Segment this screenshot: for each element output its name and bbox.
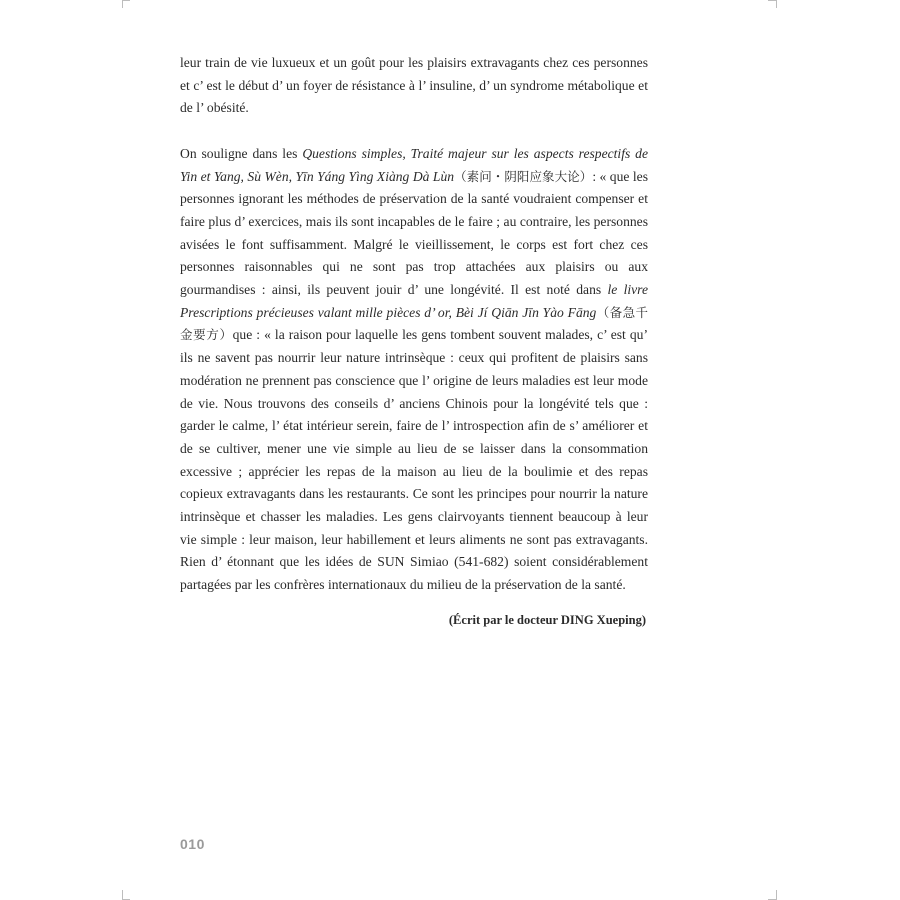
- paragraph-2-italic-title-2: le livre Prescriptions précieuses valant mille pièces d’ or, Bèi Jí Qiān Jīn Yào Fāng: [180, 282, 648, 320]
- paragraph-2: [180, 143, 648, 597]
- crop-mark-top-left: [122, 0, 133, 8]
- author-signature: (Écrit par le docteur DING Xueping): [448, 613, 646, 627]
- page-number: 010: [180, 836, 205, 852]
- paragraph-2-chinese-title-2: （备急千金要方）: [180, 304, 648, 343]
- paragraph-2-italic-title-1: Questions simples, Traité majeur sur les aspects respectifs de Yin et Yang, Sù Wèn, Yīn Yáng Yìng Xiàng Dà Lùn: [180, 145, 648, 184]
- paragraph-2-text-3: que : « la raison pour laquelle les gens tombent souvent malades, c’ est qu’ ils ne savent pas nourrir leur nature intrinsèque : ceux qui profitent de plaisirs sans modération ne prennent pas conscience que l’ origine de leurs maladies est leur mode de vie. Nous trouvons des conseils d’ anciens Chinois pour la longévité tels que : garder le calme, l’ état intérieur serein, faire de l’ introspection afin de s’ améliorer et de se cultiver, mener une vie simple au lieu de se laisser dans la consommation excessive ; apprécier les repas de la maison au lieu de la boulimie et des repas copieux extravagants dans les restaurants. Ce sont les principes pour nourrir la nature intrinsèque et chasser les maladies. Les gens clairvoyants tiennent beaucoup à leur vie simple : leur maison, leur habillement et leurs aliments ne sont pas extravagants. Rien d’ étonnant que les idées de SUN Simiao (541-682) soient considérablement partagées par les confrères internationaux du milieu de la préservation de la santé.: [180, 327, 648, 593]
- crop-mark-top-right-h: [768, 0, 776, 1]
- crop-mark-top-right: [776, 0, 787, 8]
- paragraph-2-text-1: On souligne dans les: [180, 145, 303, 161]
- paragraph-2-text-2: : « que les personnes ignorant les méthodes de préservation de la santé voudraient compenser et faire plus d’ exercices, mais ils sont incapables de le faire ; au contraire, les personnes avisées le font suffisamment. Malgré le vieillissement, le corps est fort chez ces personnes raisonnables qui ne sont pas trop attachées aux plaisirs ou aux gourmandises : ainsi, ils peuvent jouir d’ une longévité. Il est noté dans: [180, 168, 648, 298]
- paragraph-2-chinese-title-1: （素问・阴阳应象大论）: [454, 168, 593, 184]
- body-text: [180, 52, 648, 597]
- crop-mark-bottom-right: [776, 890, 787, 900]
- paragraph-1: leur train de vie luxueux et un goût pour les plaisirs extravagants chez ces personnes et c’ est le début d’ un foyer de résistance à l’ insuline, d’ un syndrome métabolique et de l’ obésité.: [180, 55, 648, 116]
- crop-mark-top-left-h: [122, 0, 130, 1]
